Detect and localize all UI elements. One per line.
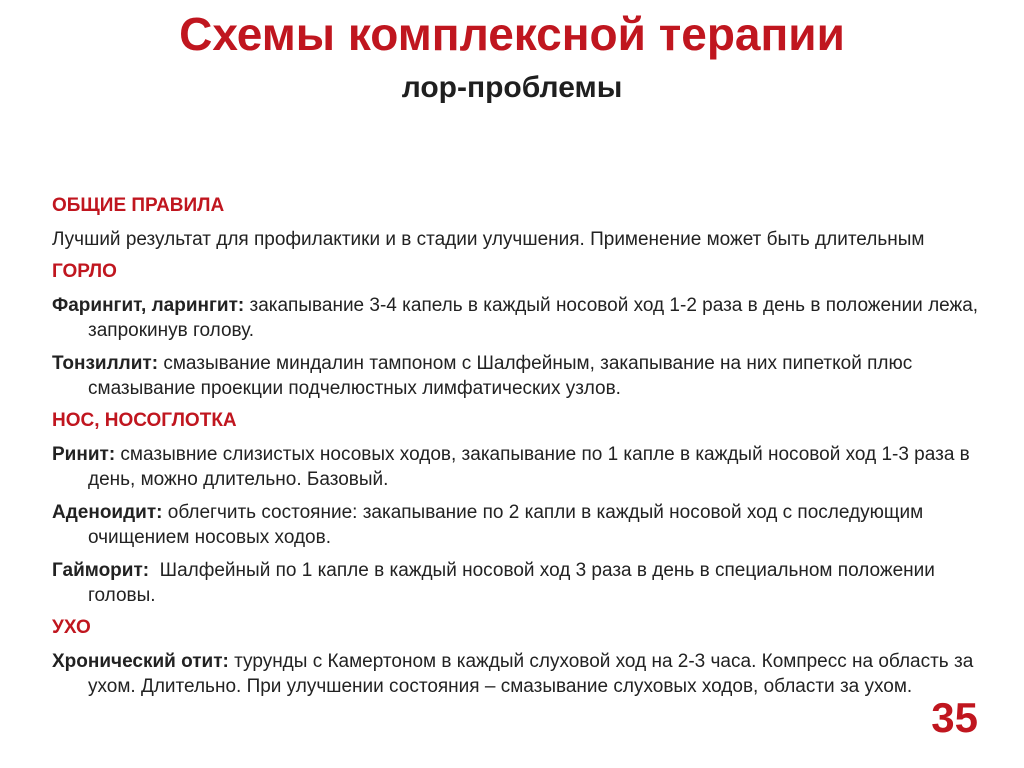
item-text: турунды с Камертоном в каждый слуховой ход на 2-3 часа. Компресс на область за ухом. Длительно. При улучшении состояния – смазывание слуховых ходов, области за ухом. — [88, 651, 974, 697]
slide-subtitle: лор-проблемы — [401, 71, 623, 104]
page-number: 35 — [931, 694, 978, 741]
item-text: закапывание 3-4 капель в каждый носовой ход 1-2 раза в день в положении лежа, запрокинув голову. — [88, 295, 979, 341]
section-heading-general-rules: ОБЩИЕ ПРАВИЛА — [52, 195, 225, 216]
list-item-rhinitis — [52, 442, 992, 492]
section-heading-throat: ГОРЛО — [52, 261, 117, 282]
item-term: Аденоидит: — [52, 502, 163, 523]
general-rules-text: Лучший результат для профилактики и в стадии улучшения. Применение может быть длительным — [52, 229, 925, 250]
item-term: Тонзиллит: — [52, 353, 159, 374]
list-item-sinusitis — [52, 558, 992, 608]
section-heading-nose: НОС, НОСОГЛОТКА — [52, 410, 237, 431]
item-text: Шалфейный по 1 капле в каждый носовой ход 3 раза в день в специальном положении головы. — [88, 560, 941, 606]
item-term: Гайморит: — [52, 560, 150, 581]
item-text: облегчить состояние: закапывание по 2 капли в каждый носовой ход с последующим очищением носовых ходов. — [88, 502, 924, 548]
list-item-pharyngitis — [52, 293, 992, 343]
section-heading-ear: УХО — [52, 617, 91, 638]
item-text: смазывние слизистых носовых ходов, закапывание по 1 капле в каждый носовой ход 1-3 раза в день, можно длительно. Базовый. — [88, 444, 970, 490]
item-text: смазывание миндалин тампоном с Шалфейным, закапывание на них пипеткой плюс смазывание проекции подчелюстных лимфатических узлов. — [88, 353, 913, 399]
item-term: Ринит: — [52, 444, 116, 465]
list-item-adenoiditis — [52, 500, 992, 550]
item-term: Фарингит, ларингит: — [52, 295, 245, 316]
item-term: Хронический отит: — [52, 651, 229, 672]
list-item-otitis — [52, 649, 992, 699]
list-item-tonsillitis — [52, 351, 992, 401]
slide-title: Схемы комплексной терапии — [179, 8, 845, 60]
slide-content — [52, 194, 992, 707]
